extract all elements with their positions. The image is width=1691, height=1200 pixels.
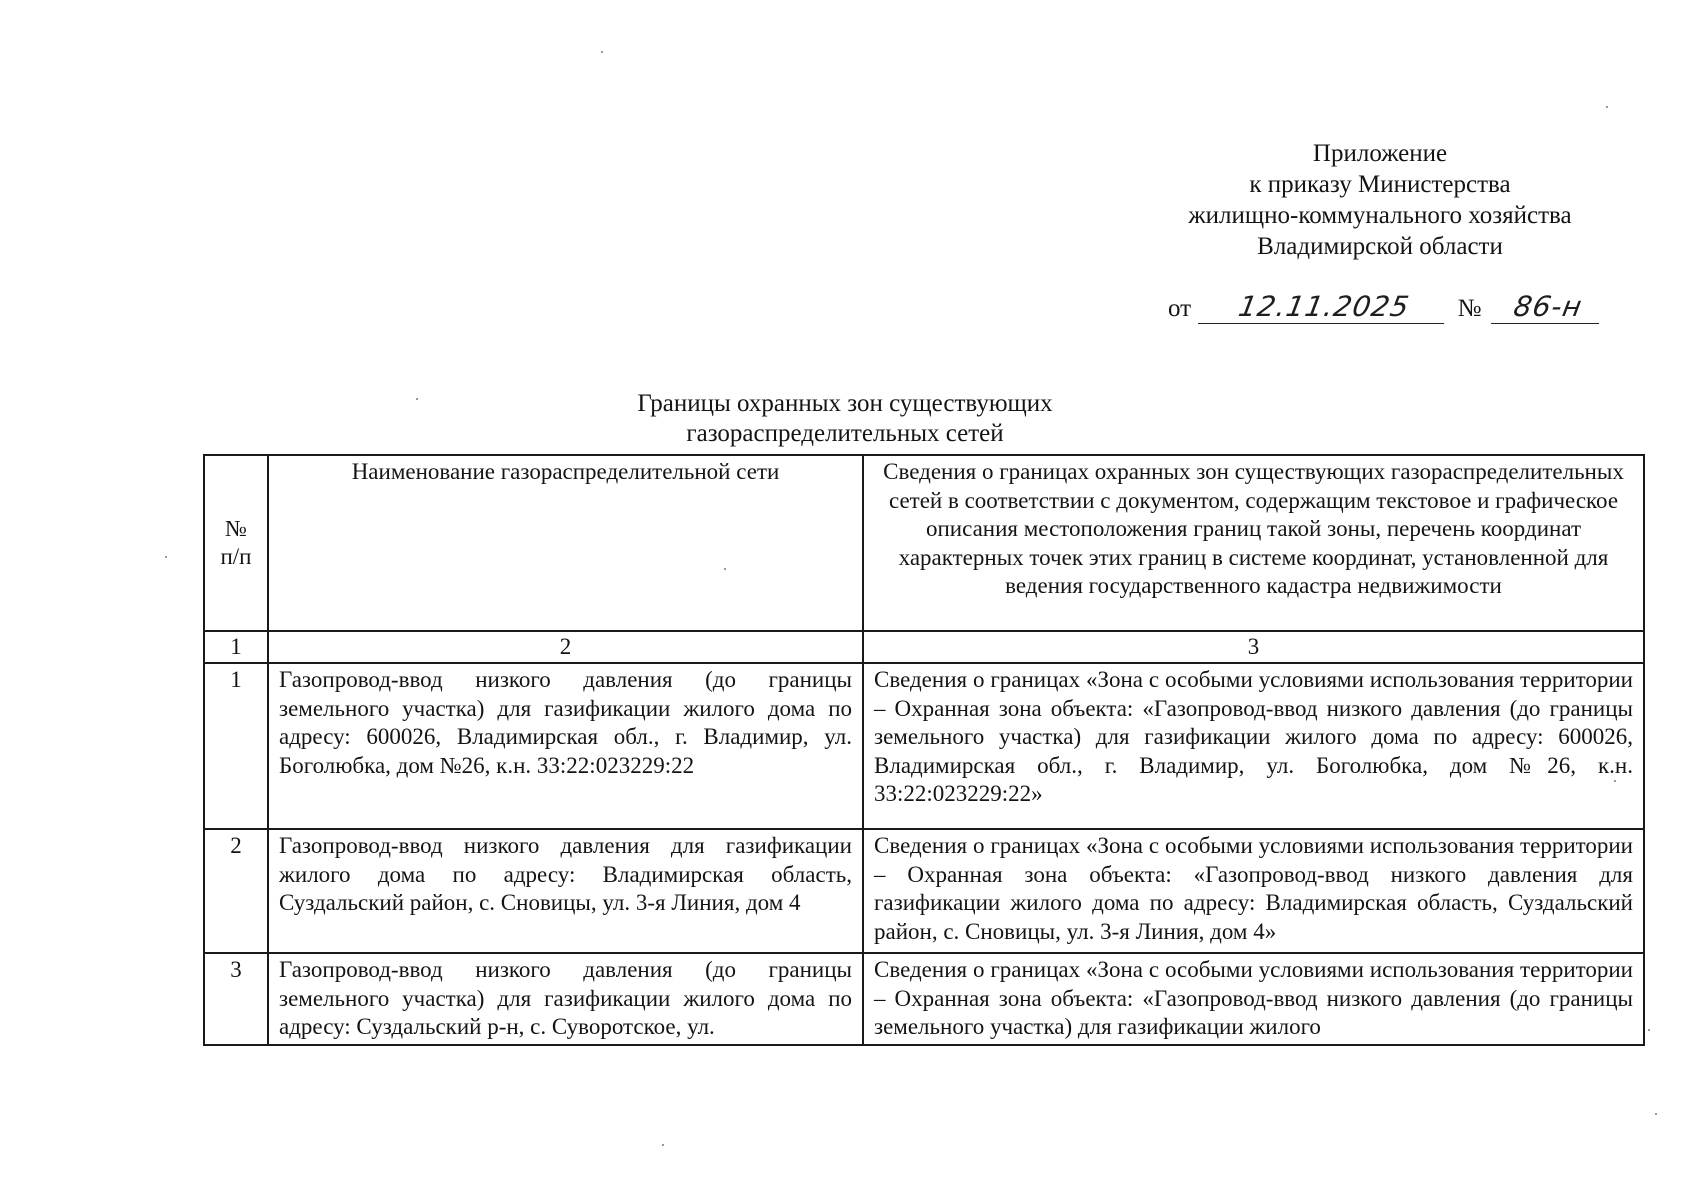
protection-zones-table <box>203 454 1645 1046</box>
column-number: 2 <box>268 631 863 663</box>
network-name-cell: Газопровод-ввод низкого давления (до границы земельного участка) для газификации жилого дома по адресу: Суздальский р-н, с. Суворотское, ул. <box>268 953 863 1045</box>
row-number: 2 <box>204 829 268 953</box>
document-title <box>560 389 1130 449</box>
order-number-handwritten: 86-н <box>1491 290 1605 324</box>
row-number: 1 <box>204 663 268 829</box>
table-header-row <box>204 455 1644 631</box>
scan-speck <box>1655 1113 1657 1115</box>
appendix-line: Владимирской области <box>1257 233 1503 260</box>
header-zone-info: Сведения о границах охранных зон существующих газораспределительных сетей в соответствии с документом, содержащим текстовое и графическое описания местоположения границ такой зоны, перечень координат характерных точек этих границ в системе координат, установленной для ведения государственного кадастра недвижимости <box>863 455 1644 631</box>
order-prefix: от <box>1168 295 1192 322</box>
title-line: газораспределительных сетей <box>686 420 1004 447</box>
header-network-name: Наименование газораспределительной сети <box>268 455 863 631</box>
title-line: Границы охранных зон существующих <box>637 390 1053 417</box>
scan-speck <box>1606 106 1608 108</box>
appendix-line: к приказу Министерства <box>1249 171 1511 198</box>
table-row <box>204 829 1644 953</box>
appendix-line: жилищно-коммунального хозяйства <box>1188 202 1572 229</box>
header-number-symbol: № <box>225 515 247 541</box>
zone-info-cell: Сведения о границах «Зона с особыми условиями использования территории – Охранная зона объекта: «Газопровод-ввод низкого давления (до границы земельного участка) для газификации жилого дома по адресу: 600026, Владимирская обл., г. Владимир, ул. Боголюбка, дом №26, к.н. 33:22:023229:22» <box>863 663 1644 829</box>
appendix-line: Приложение <box>1312 140 1448 167</box>
order-date-handwritten: 12.11.2025 <box>1198 290 1450 324</box>
order-reference <box>1168 290 1602 324</box>
column-number: 1 <box>204 631 268 663</box>
header-number-abbr: п/п <box>220 544 252 569</box>
scan-speck <box>1648 1029 1650 1031</box>
scan-speck <box>165 556 167 558</box>
row-number: 3 <box>204 953 268 1045</box>
appendix-block <box>1130 138 1630 262</box>
scan-speck <box>724 568 726 570</box>
table-row <box>204 663 1644 829</box>
header-number <box>204 455 268 631</box>
network-name-cell: Газопровод-ввод низкого давления (до границы земельного участка) для газификации жилого дома по адресу: 600026, Владимирская обл., г. Владимир, ул. Боголюбка, дом №26, к.н. 33:22:023229:22 <box>268 663 863 829</box>
scan-speck <box>601 51 603 53</box>
zone-info-cell: Сведения о границах «Зона с особыми условиями использования территории – Охранная зона объекта: «Газопровод-ввод низкого давления (до границы земельного участка) для газификации жилого <box>863 953 1644 1045</box>
column-number: 3 <box>863 631 1644 663</box>
scan-speck <box>662 1144 664 1146</box>
order-number-sign: № <box>1457 295 1482 322</box>
scan-speck <box>1614 780 1616 782</box>
zone-info-cell: Сведения о границах «Зона с особыми условиями использования территории – Охранная зона объекта: «Газопровод-ввод низкого давления для газификации жилого дома по адресу: Владимирская область, Суздальский район, с. Сновицы, ул. 3-я Линия, дом 4» <box>863 829 1644 953</box>
column-numbers-row <box>204 631 1644 663</box>
scan-speck <box>416 398 418 400</box>
network-name-cell: Газопровод-ввод низкого давления для газификации жилого дома по адресу: Владимирская область, Суздальский район, с. Сновицы, ул. 3-я Линия, дом 4 <box>268 829 863 953</box>
table-row <box>204 953 1644 1045</box>
